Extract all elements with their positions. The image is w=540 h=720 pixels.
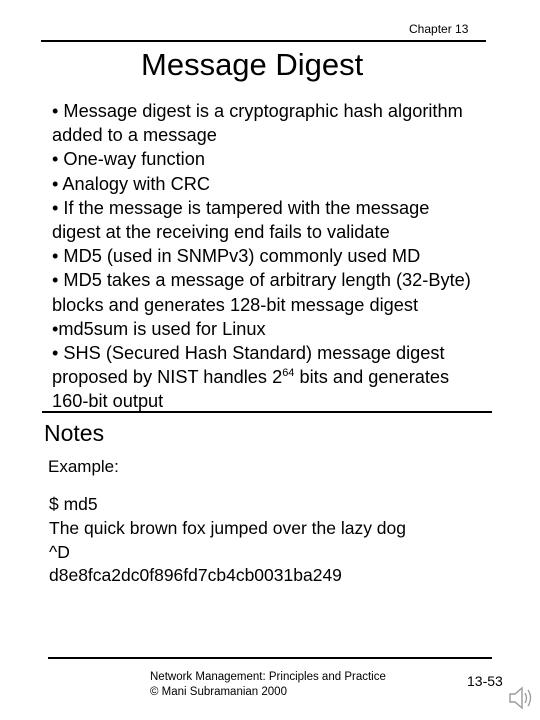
page-number: 13-53 [467, 673, 503, 689]
bullet-item [52, 147, 532, 171]
bullet-line: • If the message is tampered with the message [52, 197, 430, 218]
bullet-item [52, 244, 532, 268]
shs-text: bits and generates [294, 367, 450, 388]
bullet-line: • Message digest is a cryptographic hash algorithm [52, 101, 463, 121]
bullet-line: • One-way function [52, 149, 205, 170]
code-line: d8e8fca2dc0f896fd7cb4cb0031ba249 [49, 565, 342, 586]
bullet-line [52, 365, 532, 389]
bullet-item [52, 268, 532, 316]
bullet-line: • MD5 (used in SNMPv3) commonly used MD [52, 246, 421, 267]
bullet-item [52, 172, 532, 196]
bullet-item [52, 99, 532, 147]
bullet-line: blocks and generates 128-bit message digest [52, 294, 418, 315]
code-line: The quick brown fox jumped over the lazy dog [49, 517, 406, 538]
code-line: $ md5 [49, 494, 98, 514]
footer-line: Network Management: Principles and Practice [150, 671, 386, 683]
footer-line: © Mani Subramanian 2000 [150, 686, 287, 698]
middle-rule [42, 411, 492, 413]
bullet-item [52, 196, 532, 244]
footer-credit [150, 670, 386, 700]
speaker-icon[interactable] [507, 683, 533, 713]
bullet-list [52, 99, 532, 414]
bottom-rule [48, 657, 492, 659]
top-rule [41, 40, 486, 42]
bullet-line: • SHS (Secured Hash Standard) message digest [52, 343, 445, 364]
code-block [49, 493, 406, 588]
bullet-item [52, 317, 532, 341]
example-label: Example: [48, 457, 119, 476]
bullet-line: • MD5 takes a message of arbitrary length (32-Byte) [52, 270, 471, 291]
bullet-line: added to a message [52, 125, 217, 146]
notes-heading: Notes [44, 420, 105, 446]
bullet-line: digest at the receiving end fails to validate [52, 222, 390, 243]
chapter-label: Chapter 13 [409, 22, 469, 36]
bullet-line: • Analogy with CRC [52, 173, 210, 194]
shs-text: proposed by NIST handles 2 [52, 367, 283, 388]
code-line: ^D [49, 541, 70, 562]
slide-title: Message Digest [141, 47, 364, 82]
bullet-item [52, 341, 532, 414]
bullet-line: 160-bit output [52, 391, 164, 412]
bullet-line: •md5sum is used for Linux [52, 318, 266, 339]
exponent: 64 [282, 367, 295, 380]
